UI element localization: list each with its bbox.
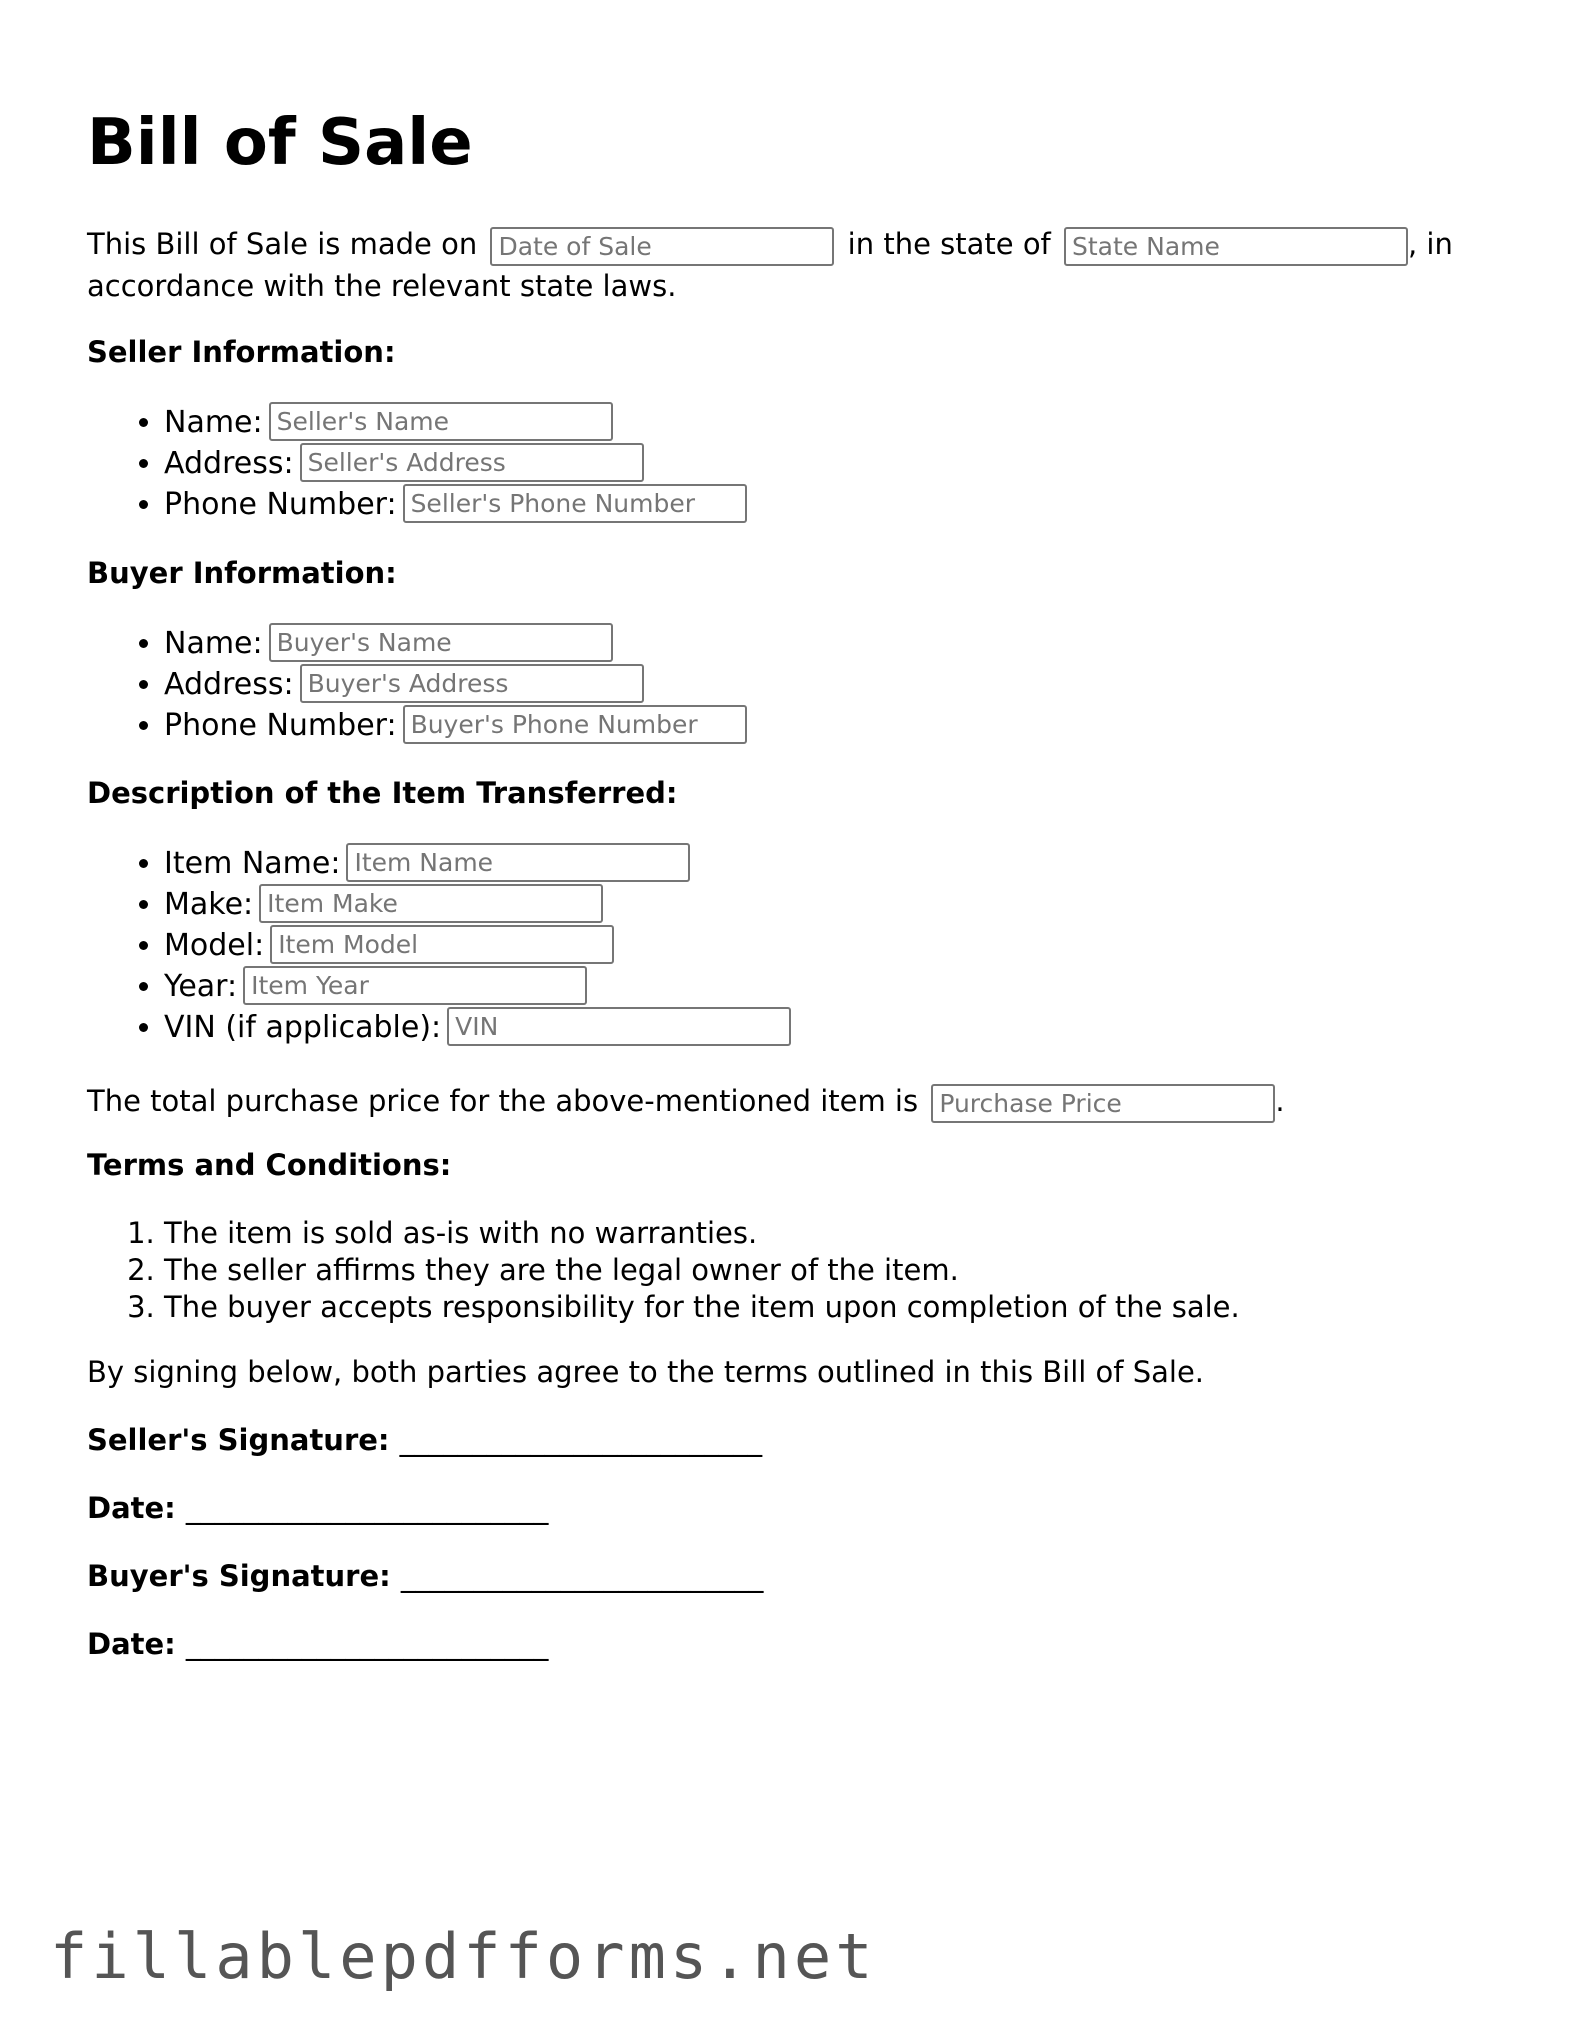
buyer-address-label: Address:	[164, 667, 294, 702]
item-year-input[interactable]	[243, 966, 587, 1005]
list-item: 1. The item is sold as-is with no warranties.	[164, 1215, 1240, 1252]
buyer-date-label: Date:	[87, 1627, 176, 1661]
seller-name-input[interactable]	[269, 402, 613, 441]
list-item	[164, 925, 795, 966]
terms-list	[87, 1215, 1240, 1326]
seller-phone-input[interactable]	[403, 484, 747, 523]
item-make-input[interactable]	[259, 884, 603, 923]
list-item: 2. The seller affirms they are the legal owner of the item.	[164, 1252, 1240, 1289]
seller-signature-line	[87, 1423, 762, 1457]
list-item	[164, 884, 795, 925]
state-name-input[interactable]	[1064, 227, 1408, 266]
list-item	[164, 402, 751, 443]
seller-date-line	[87, 1491, 548, 1525]
list-item	[164, 443, 751, 484]
item-make-label: Make:	[164, 887, 254, 922]
intro-text-3: , in accordance with the relevant state laws.	[87, 227, 1453, 303]
seller-name-label: Name:	[164, 405, 263, 440]
item-model-input[interactable]	[270, 925, 614, 964]
item-name-input[interactable]	[346, 843, 690, 882]
seller-heading: Seller Information:	[87, 335, 396, 369]
seller-address-input[interactable]	[300, 443, 644, 482]
seller-phone-label: Phone Number:	[164, 487, 397, 522]
seller-date-label: Date:	[87, 1491, 176, 1525]
seller-signature-label: Seller's Signature:	[87, 1423, 390, 1457]
buyer-signature-line	[87, 1559, 763, 1593]
item-vin-input[interactable]	[447, 1007, 791, 1046]
buyer-name-label: Name:	[164, 626, 263, 661]
seller-signature-blank: _________________________	[399, 1423, 763, 1457]
purchase-price-input[interactable]	[931, 1084, 1275, 1123]
item-heading: Description of the Item Transferred:	[87, 776, 678, 810]
intro-text-1: This Bill of Sale is made on	[87, 227, 478, 261]
page-title: Bill of Sale	[87, 106, 473, 180]
terms-heading: Terms and Conditions:	[87, 1148, 452, 1182]
seller-info-list	[87, 402, 751, 525]
intro-paragraph	[87, 224, 1507, 306]
buyer-signature-label: Buyer's Signature:	[87, 1559, 391, 1593]
buyer-name-input[interactable]	[269, 623, 613, 662]
list-item	[164, 1007, 795, 1048]
list-item	[164, 623, 751, 664]
list-item	[164, 843, 795, 884]
watermark-text: fillablepdfforms.net	[50, 1920, 877, 1993]
buyer-phone-input[interactable]	[403, 705, 747, 744]
intro-text-2: in the state of	[847, 227, 1051, 261]
item-vin-label: VIN (if applicable):	[164, 1010, 442, 1045]
buyer-address-input[interactable]	[300, 664, 644, 703]
list-item	[164, 664, 751, 705]
buyer-phone-label: Phone Number:	[164, 708, 397, 743]
agreement-text: By signing below, both parties agree to the terms outlined in this Bill of Sale.	[87, 1355, 1205, 1389]
buyer-info-list	[87, 623, 751, 746]
buyer-date-blank: _________________________	[185, 1627, 549, 1661]
date-of-sale-input[interactable]	[490, 227, 834, 266]
purchase-price-suffix: .	[1275, 1084, 1285, 1118]
purchase-price-text: The total purchase price for the above-mentioned item is	[87, 1084, 919, 1118]
item-name-label: Item Name:	[164, 846, 341, 881]
seller-address-label: Address:	[164, 446, 294, 481]
item-year-label: Year:	[164, 969, 238, 1004]
list-item	[164, 484, 751, 525]
seller-date-blank: _________________________	[185, 1491, 549, 1525]
buyer-heading: Buyer Information:	[87, 556, 397, 590]
item-model-label: Model:	[164, 928, 265, 963]
buyer-date-line	[87, 1627, 548, 1661]
list-item	[164, 966, 795, 1007]
list-item: 3. The buyer accepts responsibility for the item upon completion of the sale.	[164, 1289, 1240, 1326]
purchase-price-paragraph	[87, 1080, 1285, 1123]
list-item	[164, 705, 751, 746]
item-info-list	[87, 843, 795, 1048]
buyer-signature-blank: _________________________	[400, 1559, 764, 1593]
